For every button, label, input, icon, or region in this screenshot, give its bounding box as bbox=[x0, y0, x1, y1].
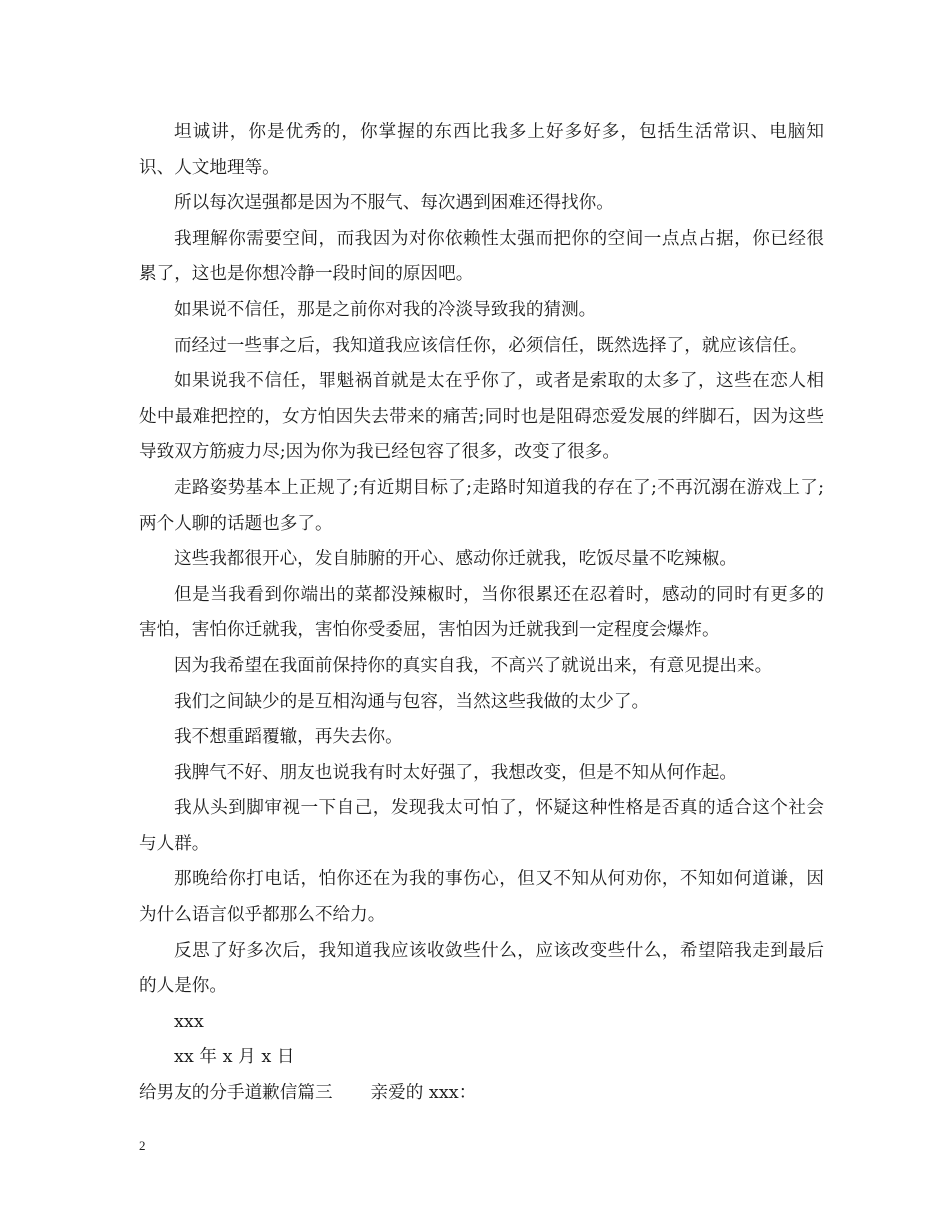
next-letter-title: 给男友的分手道歉信篇三 bbox=[139, 1083, 333, 1104]
signature-name: xxx bbox=[174, 1011, 204, 1032]
paragraph-7: 走路姿势基本上正规了;有近期目标了;走路时知道我的存在了;不再沉溺在游戏上了;两个人聊的话题也多了。 bbox=[139, 477, 824, 534]
paragraph-13: 我脾气不好、朋友也说我有时太好强了，我想改变，但是不知从何作起。 bbox=[174, 762, 738, 783]
paragraph-5: 而经过一些事之后，我知道我应该信任你，必须信任，既然选择了，就应该信任。 bbox=[174, 335, 808, 356]
paragraph-3: 我理解你需要空间，而我因为对你依赖性太强而把你的空间一点点占据，你已经很累了，这也是你想冷静一段时间的原因吧。 bbox=[139, 228, 824, 285]
paragraph-14: 我从头到脚审视一下自己，发现我太可怕了，怀疑这种性格是否真的适合这个社会与人群。 bbox=[139, 798, 824, 854]
paragraph-1: 坦诚讲，你是优秀的，你掌握的东西比我多上好多好多，包括生活常识、电脑知识、人文地理等。 bbox=[139, 122, 824, 178]
paragraph-6: 如果说我不信任，罪魁祸首就是太在乎你了，或者是索取的太多了，这些在恋人相处中最难把控的，女方怕因失去带来的痛苦;同时也是阻碍恋爱发展的绊脚石，因为这些导致双方筋疲力尽;因为你为我已经包容了很多，改变了很多。 bbox=[139, 371, 824, 463]
paragraph-15: 那晚给你打电话，怕你还在为我的事伤心，但又不知从何劝你，不知如何道谦，因为什么语言似乎都那么不给力。 bbox=[139, 869, 824, 926]
paragraph-4: 如果说不信任，那是之前你对我的冷淡导致我的猜测。 bbox=[174, 299, 597, 320]
paragraph-9: 但是当我看到你端出的菜都没辣椒时，当你很累还在忍着时，感动的同时有更多的害怕，害怕你迁就我，害怕你受委屈，害怕因为迁就我到一定程度会爆炸。 bbox=[139, 584, 824, 641]
paragraph-2: 所以每次逞强都是因为不服气、每次遇到困难还得找你。 bbox=[174, 193, 614, 214]
paragraph-8: 这些我都很开心，发自肺腑的开心、感动你迁就我，吃饭尽量不吃辣椒。 bbox=[174, 549, 738, 570]
signature-date: xx 年 x 月 x 日 bbox=[174, 1047, 295, 1068]
paragraph-16: 反思了好多次后，我知道我应该收敛些什么，应该改变些什么，希望陪我走到最后的人是你。 bbox=[139, 940, 824, 997]
page-number: 2 bbox=[139, 1138, 146, 1153]
next-letter-greeting: 亲爱的 xxx： bbox=[370, 1083, 477, 1104]
paragraph-12: 我不想重蹈覆辙，再失去你。 bbox=[174, 727, 403, 748]
paragraph-10: 因为我希望在我面前保持你的真实自我，不高兴了就说出来，有意见提出来。 bbox=[174, 655, 773, 676]
next-letter-heading bbox=[139, 1076, 824, 1112]
paragraph-11: 我们之间缺少的是互相沟通与包容，当然这些我做的太少了。 bbox=[174, 691, 650, 712]
document-body bbox=[139, 115, 824, 1112]
